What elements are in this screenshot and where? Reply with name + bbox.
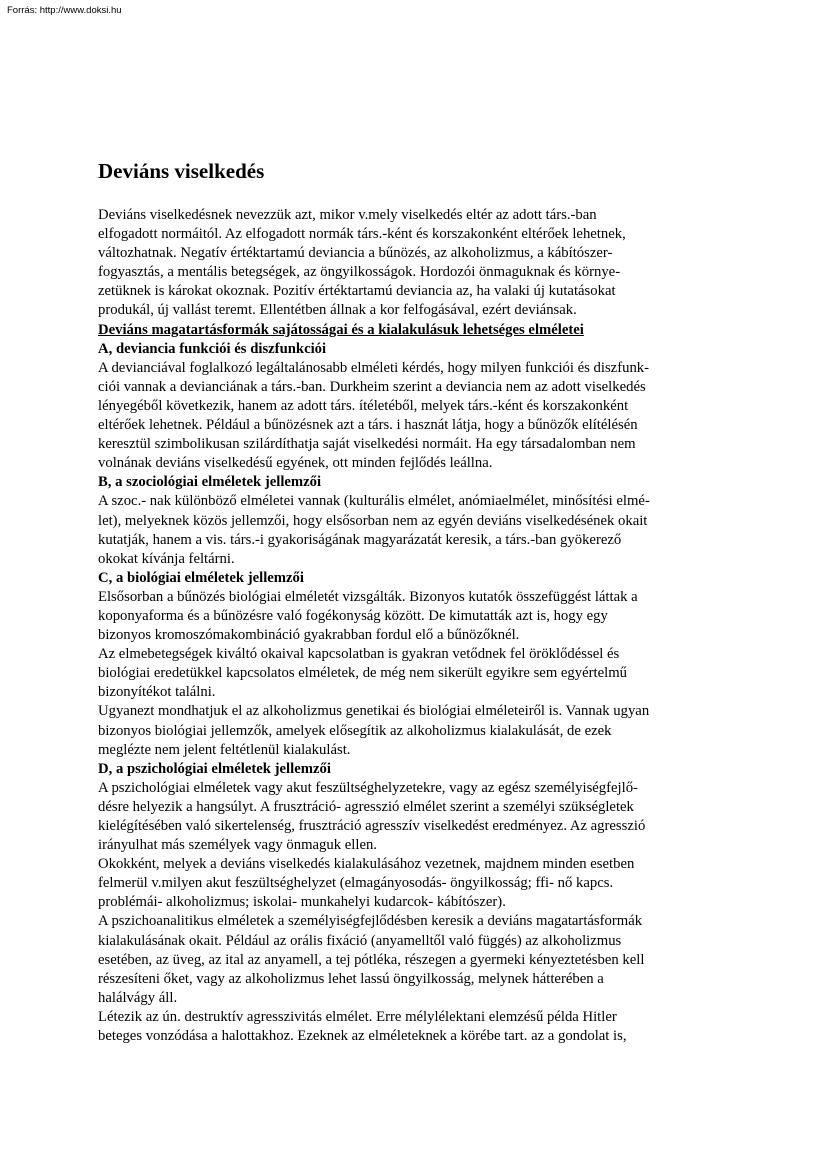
document-body	[98, 206, 738, 1046]
paragraph-line: felmerül v.milyen akut feszültséghelyzet (elmagányosodás- öngyilkosság; ffi- nő kapcs.	[98, 875, 614, 892]
paragraph-line: zetüknek is károkat okoznak. Pozitív értéktartamú deviancia az, ha valaki új kutatásokat	[98, 283, 616, 300]
paragraph-line: fogyasztás, a mentális betegségek, az öngyilkosságok. Hordozói önmaguknak és környe-	[98, 264, 621, 281]
paragraph-line: désre helyezik a hangsúlyt. A frusztráció- agresszió elmélet szerint a személyi szükségletek	[98, 798, 634, 815]
paragraph-line: produkál, új vallást teremt. Ellentétben állnak a kor felfogásával, ezért deviánsak.	[98, 302, 577, 319]
source-note: Forrás: http://www.doksi.hu	[7, 5, 122, 16]
paragraph-line: A pszichológiai elméletek vagy akut feszültséghelyzetekre, vagy az egész személyiségfejlő-	[98, 779, 638, 796]
paragraph-line: Okokként, melyek a deviáns viselkedés kialakulásához vezetnek, majdnem minden esetben	[98, 856, 635, 873]
section-heading: C, a biológiai elméletek jellemzői	[98, 569, 304, 586]
paragraph-line: részesíteni őket, vagy az alkoholizmus lehet lassú öngyilkosság, melynek hátterében a	[98, 970, 604, 987]
paragraph-line: Ugyanezt mondhatjuk el az alkoholizmus genetikai és biológiai elméleteiről is. Vannak ugyan	[98, 703, 650, 720]
paragraph-line: biológiai eredetükkel kapcsolatos elméletek, de még nem sikerült egyikre sem egyértelmű	[98, 665, 627, 682]
paragraph-line: Az elmebetegségek kiváltó okaival kapcsolatban is gyakran vetődnek fel öröklődéssel és	[98, 646, 620, 663]
section-heading: B, a szociológiai elméletek jellemzői	[98, 474, 322, 491]
paragraph-line: okokat kívánja feltárni.	[98, 550, 235, 567]
paragraph-line: A pszichoanalitikus elméletek a személyiségfejlődésben keresik a deviáns magatartásformák	[98, 913, 643, 930]
paragraph-line: ciói vannak a devianciának a társ.-ban. Durkheim szerint a deviancia nem az adott viselkedés	[98, 378, 646, 395]
paragraph-line: esetében, az üveg, az ital az anyamell, a tej pótléka, részegen a gyermeki kényeztetésben kell	[98, 951, 645, 968]
paragraph-line: Deviáns viselkedésnek nevezzük azt, mikor v.mely viselkedés eltér az adott társ.-ban	[98, 207, 597, 223]
paragraph-line: beteges vonzódása a halottakhoz. Ezeknek az elméleteknek a körébe tart. az a gondolat is,	[98, 1028, 627, 1045]
paragraph-line: Létezik az ún. destruktív agresszivitás elmélet. Erre mélylélektani elemzésű példa Hitler	[98, 1008, 617, 1025]
paragraph-line: problémái- alkoholizmus; iskolai- munkahelyi kudarcok- kábítószer).	[98, 894, 506, 911]
paragraph-line: A devianciával foglalkozó legáltalánosabb elméleti kérdés, hogy milyen funkciói és diszfunk-	[98, 359, 650, 376]
paragraph-line: elfogadott normáitól. Az elfogadott normák társ.-ként és korszakonként eltérőek lehetnek,	[98, 226, 626, 243]
paragraph-line: koponyaforma és a bűnözésre való fogékonyság között. De kimutatták azt is, hogy egy	[98, 607, 608, 624]
paragraph-line: Elsősorban a bűnözés biológiai elméletét vizsgálták. Bizonyos kutatók összefüggést láttak a	[98, 588, 638, 605]
page-title: Deviáns viselkedés	[98, 159, 265, 183]
paragraph-line: kielégítésében való sikertelenség, frusztráció agresszív viselkedést eredményez. Az agresszió	[98, 818, 646, 834]
paragraph-line: kialakulásának okait. Például az orális fixáció (anyamelltől való függés) az alkoholizmus	[98, 932, 622, 949]
section-heading: D, a pszichológiai elméletek jellemzői	[98, 760, 331, 777]
paragraph-line: bizonyítékot találni.	[98, 684, 216, 701]
paragraph-line: volnának deviáns viselkedésű egyének, ott minden fejlődés leállna.	[98, 455, 493, 472]
paragraph-line: bizonyos biológiai jellemzők, amelyek elősegítik az alkoholizmus kialakulását, de ezek	[98, 722, 612, 739]
paragraph-line: eltérőek lehetnek. Például a bűnözésnek azt a társ. i hasznát látja, hogy a bűnözők elítélésén	[98, 417, 638, 434]
paragraph-line: meglézte nem jelent feltétlenül kialakulást.	[98, 741, 351, 758]
main-heading: Deviáns magatartásformák sajátosságai és a kialakulásuk lehetséges elméletei	[98, 321, 584, 338]
paragraph-line: let), melyeknek közös jellemzői, hogy elsősorban nem az egyén deviáns viselkedésének okait	[98, 512, 648, 529]
section-heading: A, deviancia funkciói és diszfunkciói	[98, 340, 327, 357]
paragraph-line: változhatnak. Negatív értéktartamú deviancia a bűnözés, az alkoholizmus, a kábítószer-	[98, 245, 613, 262]
paragraph-line: halálvágy áll.	[98, 989, 178, 1006]
paragraph-line: irányulhat más személyek vagy önmaguk ellen.	[98, 837, 377, 854]
paragraph-line: bizonyos kromoszómakombináció gyakrabban fordul elő a bűnözőknél.	[98, 627, 520, 644]
paragraph-line: kutatják, hanem a vis. társ.-i gyakoriságának magyarázatát keresik, a társ.-ban gyökerező	[98, 531, 622, 548]
paragraph-line: keresztül szimbolikusan szilárdíthatja saját viselkedési normáit. Ha egy társadalomban nem	[98, 436, 636, 453]
paragraph-line: lényegéből következik, hanem az adott társ. ítéletéből, melyek társ.-ként és korszakonként	[98, 397, 629, 414]
paragraph-line: A szoc.- nak különböző elméletei vannak (kulturális elmélet, anómiaelmélet, minősítési elmé-	[98, 493, 650, 510]
